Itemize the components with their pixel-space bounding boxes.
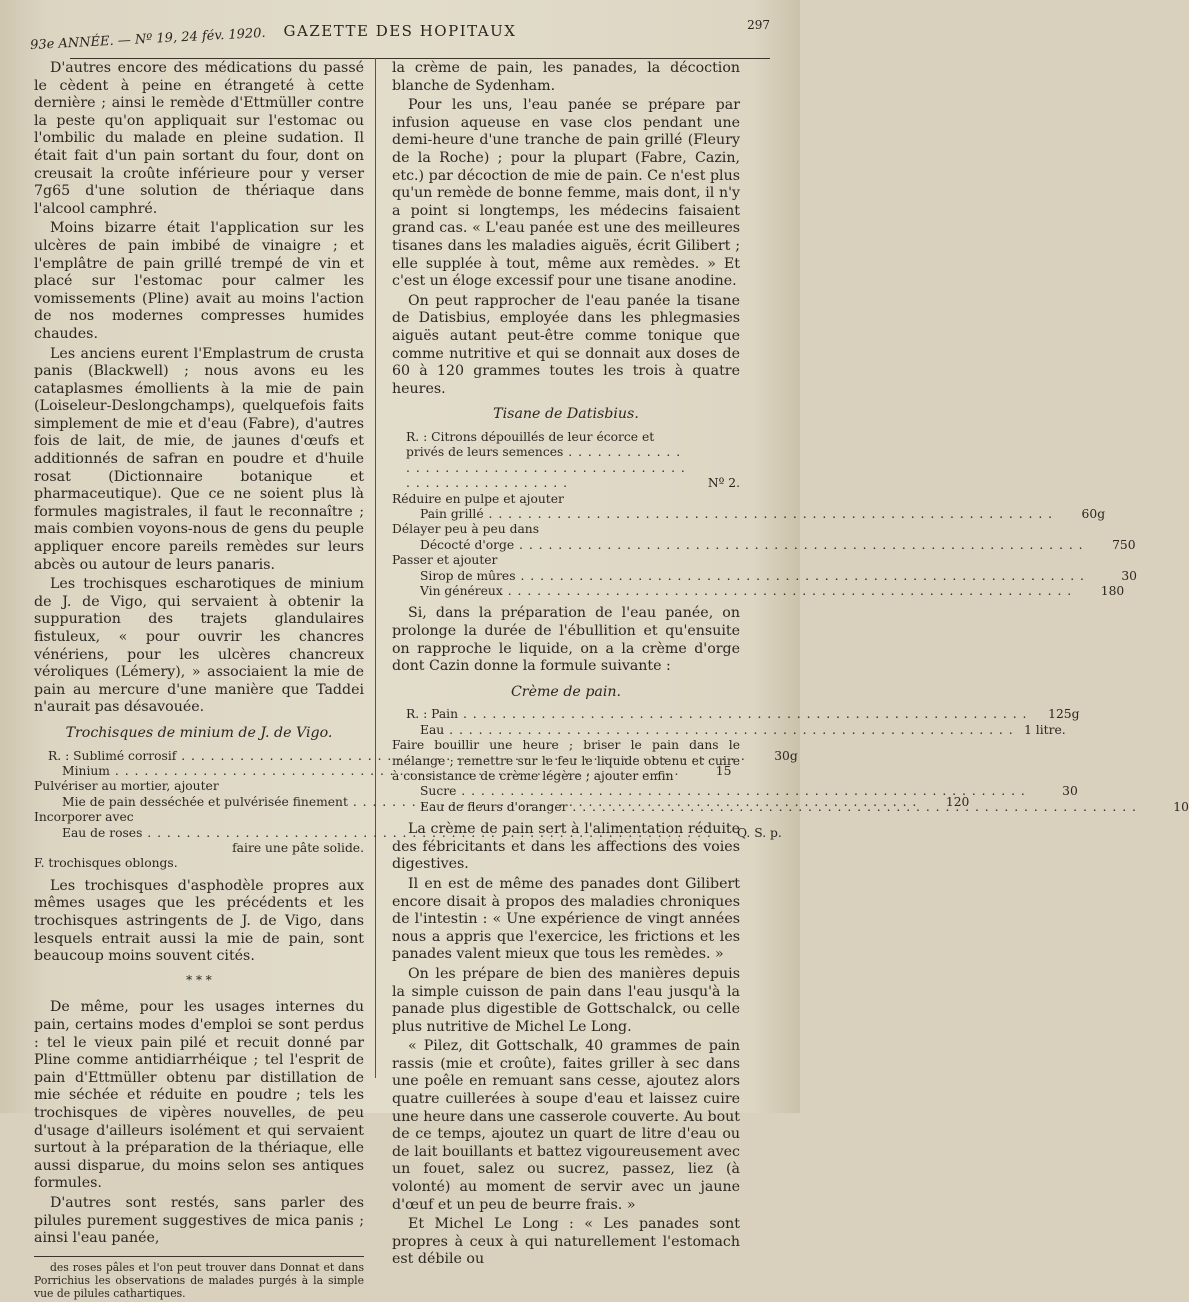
quantity: 10 xyxy=(1173,799,1189,814)
paragraph: Moins bizarre était l'application sur les ulcères de pain imbibé de vinaigre ; et l'emplâtre de pain grillé trempé de vin et placé sur l'estomac pour calmer les vomissements (Pline) avait au moins l'action de nos modernes compresses humides chaudes. xyxy=(34,220,364,342)
footnote: des roses pâles et l'on peut trouver dans Donnat et dans Porrichius les observations de malades purgés à la simple vue de pilules cathartiques. xyxy=(34,1260,364,1300)
paragraph: De même, pour les usages internes du pain, certains modes d'emploi se sont perdus : tel le vieux pain pilé et recuit donné par Pline comme antidiarrhéique ; tel l'esprit de pain d'Ettmüller obtenu par distillation de mie séchée et réduite en poudre ; tels les trochisques de vipères nouvelles, de peu d'usage d'ailleurs isolément et qui servaient surtout à la préparation de la thériaque, elle aussi disparue, du moins selon ses antiques formules. xyxy=(34,999,364,1192)
recipe-row xyxy=(392,430,740,492)
recipe-title: Tisane de Datisbius. xyxy=(493,406,639,423)
quantity: 750 xyxy=(1112,537,1136,552)
quantity: Q. S. p. xyxy=(736,825,782,840)
quantity: 120 xyxy=(945,794,970,809)
ingredient: Décocté d'orge . . . xyxy=(392,538,1084,553)
recipe-row xyxy=(34,825,782,841)
recipe-row xyxy=(392,583,1125,599)
footnote-rule xyxy=(34,1256,364,1257)
ingredient: Pain grillé . . . xyxy=(392,507,1053,522)
recipe-instruction: F. trochisques oblongs. xyxy=(34,856,178,871)
ingredient: Sirop de mûres . . . xyxy=(392,569,1085,584)
quantity: 180 xyxy=(1100,583,1125,598)
recipe-title: Crème de pain. xyxy=(510,683,622,700)
paragraph: D'autres encore des médications du passé le cèdent à peine en étrangeté à cette dernière ; ainsi le remède d'Ettmüller contre la peste qu'on appliquait sur l'estomac ou l'ombilic du malade en pleine sudation. Il était fait d'un pain sortant du four, dont on creusait la croûte inférieure pour y verser 7g65 d'une solution de thériaque dans l'alcool camphré. xyxy=(34,60,364,217)
page-header xyxy=(30,18,770,52)
paragraph: Si, dans la préparation de l'eau panée, on prolonge la durée de l'ébullition et qu'ensuite on rapproche le liquide, on a la crème d'orge dont Cazin donne la formule suivante : xyxy=(392,605,740,675)
paragraph: Pour les uns, l'eau panée se prépare par infusion aqueuse en vase clos pendant une demi-heure d'une tranche de pain grillé (Fleury de la Roche) ; pour la plupart (Fabre, Cazin, etc.) par décoction de mie de pain. Ce n'est plus qu'un remède de bonne femme, mais dont, il n'y a point si longtemps, les médecins faisaient grand cas. « L'eau panée est une des meilleures tisanes dans les maladies aiguës, écrit Gilibert ; elle supplée à tout, même aux remèdes. » Et c'est un éloge excessif pour une tisane anodine. xyxy=(392,97,740,290)
paragraph: Il en est de même des panades dont Gilibert encore disait à propos des maladies chroniques de l'intestin : « Une expérience de vingt années nous a appris que l'exercice, les frictions et les panades valent mieux que tous les remèdes. » xyxy=(392,875,740,963)
quantity: 30 xyxy=(1121,568,1137,583)
recipe-instruction: Faire bouillir une heure ; briser le pain dans le mélange ; remettre sur le feu le liquide obtenu et cuire à consistance de crème légère ; ajouter enfin xyxy=(392,738,740,783)
paragraph: On peut rapprocher de l'eau panée la tisane de Datisbius, employée dans les phlegmasies aiguës autant peut-être comme tonique que comme nutritive et qui se donnait aux doses de 60 à 120 grammes toutes les trois à quatre heures. xyxy=(392,292,740,397)
paragraph: « Pilez, dit Gottschalk, 40 grammes de pain rassis (mie et croûte), faites griller à sec dans une poêle en remuant sans cesse, ajoutez alors quatre cuillerées à soupe d'eau et laissez cuire une heure dans une casserole couverte. Au bout de ce temps, ajoutez un quart de litre d'eau ou de lait bouillants et battez vigoureusement avec un fouet, salez ou sucrez, passez, liez (à volonté) au moment de servir avec un jaune d'œuf et un peu de beurre frais. » xyxy=(392,1038,740,1213)
ingredient: Eau . . . xyxy=(392,723,1014,738)
recipe-row xyxy=(34,748,798,764)
ingredient: R. : Citrons dépouillés de leur écorce et privés de leurs semences . . . xyxy=(392,430,688,492)
recipe-instruction: Incorporer avec xyxy=(34,810,134,825)
ingredient: R. : Pain . . . xyxy=(392,707,1027,722)
ingredient: Eau de fleurs d'oranger . . . xyxy=(392,800,1137,815)
recipe-tisane xyxy=(392,429,1137,599)
quantity: 30 xyxy=(1062,784,1078,799)
recipe-row xyxy=(392,722,1066,738)
recipe-row xyxy=(392,537,1136,553)
quantity: 30g xyxy=(774,748,798,763)
recipe-row xyxy=(392,707,1080,722)
ingredient: Mie de pain desséchée et pulvérisée finement . . . xyxy=(34,795,917,810)
ingredient: R. : Sublimé corrosif . . . xyxy=(34,749,746,764)
recipe-row xyxy=(392,784,1078,799)
quantity: 1 litre. xyxy=(1024,722,1066,737)
recipe-title: Trochisques de minium de J. de Vigo. xyxy=(65,724,333,741)
paragraph: Les anciens eurent l'Emplastrum de crusta panis (Blackwell) ; nous avons eu les cataplasmes émollients à la mie de pain (Loiseleur-Deslongchamps), quelquefois faits simplement de mie et d'eau (Fabre), d'autres fois de lait, de mie, de jaunes d'œufs et additionnés de safran en poudre et d'huile rosat (Dictionnaire botanique et pharmaceutique). Que ce ne soient plus là formules magistrales, il faut le reconnaître ; mais combien voyons-nous de gens du peuple appliquer encore pareils remèdes sur leurs abcès ou autour de leurs panaris. xyxy=(34,345,364,573)
paragraph: la crème de pain, les panades, la décoction blanche de Sydenham. xyxy=(392,60,740,94)
quantity: Nº 2. xyxy=(707,476,740,491)
quantity: 60g xyxy=(1081,506,1106,521)
column-divider xyxy=(375,58,376,1078)
quantity: 125g xyxy=(1048,707,1080,722)
section-separator: * * * xyxy=(186,972,212,987)
recipe-instruction: Passer et ajouter xyxy=(392,553,498,568)
paragraph: Les trochisques escharotiques de minium de J. de Vigo, qui servaient à obtenir la suppuration des trajets glandulaires fistuleux, « pour ouvrir les chancres vénériens, pour les ulcères chancreux véroliques (Lémery), » associaient la mie de pain au mercure d'une manière que Taddei n'aurait pas désavouée. xyxy=(34,576,364,716)
quantity: 15 xyxy=(715,763,732,778)
recipe-row xyxy=(392,568,1137,584)
recipe-instruction: faire une pâte solide. xyxy=(232,841,364,855)
page-number: 297 xyxy=(747,18,770,32)
header-rule xyxy=(70,58,770,59)
paragraph: On les prépare de bien des manières depuis la simple cuisson de pain dans l'eau jusqu'à la panade plus digestible de Gottschalck, ou celle plus nutritive de Michel Le Long. xyxy=(392,965,740,1035)
paragraph: D'autres sont restés, sans parler des pilules purement suggestives de mica panis ; ainsi l'eau panée, xyxy=(34,1194,364,1247)
recipe-instruction: Délayer peu à peu dans xyxy=(392,522,540,537)
ingredient: Sucre . . . xyxy=(392,784,1026,799)
recipe-row xyxy=(392,506,1106,522)
paragraph: La crème de pain sert à l'alimentation réduite des fébricitants et dans les affections des voies digestives. xyxy=(392,821,740,873)
issue-info: 93e ANNÉE. — Nº 19, 24 fév. 1920. xyxy=(29,25,267,54)
recipe-instruction: Réduire en pulpe et ajouter xyxy=(392,491,564,506)
journal-title: GAZETTE DES HOPITAUX xyxy=(283,22,517,40)
ingredient: Eau de roses . . . xyxy=(34,826,712,841)
ingredient: Vin généreux . . . xyxy=(392,584,1072,599)
ingredient: Minium . . . xyxy=(34,764,679,779)
recipe-row xyxy=(34,763,732,779)
recipe-instruction: Pulvériser au mortier, ajouter xyxy=(34,779,219,794)
paragraph: Les trochisques d'asphodèle propres aux mêmes usages que les précédents et les trochisques astringents de J. de Vigo, dans lesquels entrait aussi la mie de pain, sont beaucoup moins souvent cités. xyxy=(34,877,364,965)
paragraph: Et Michel Le Long : « Les panades sont propres à ceux à qui naturellement l'estomach est débile ou xyxy=(392,1216,740,1268)
